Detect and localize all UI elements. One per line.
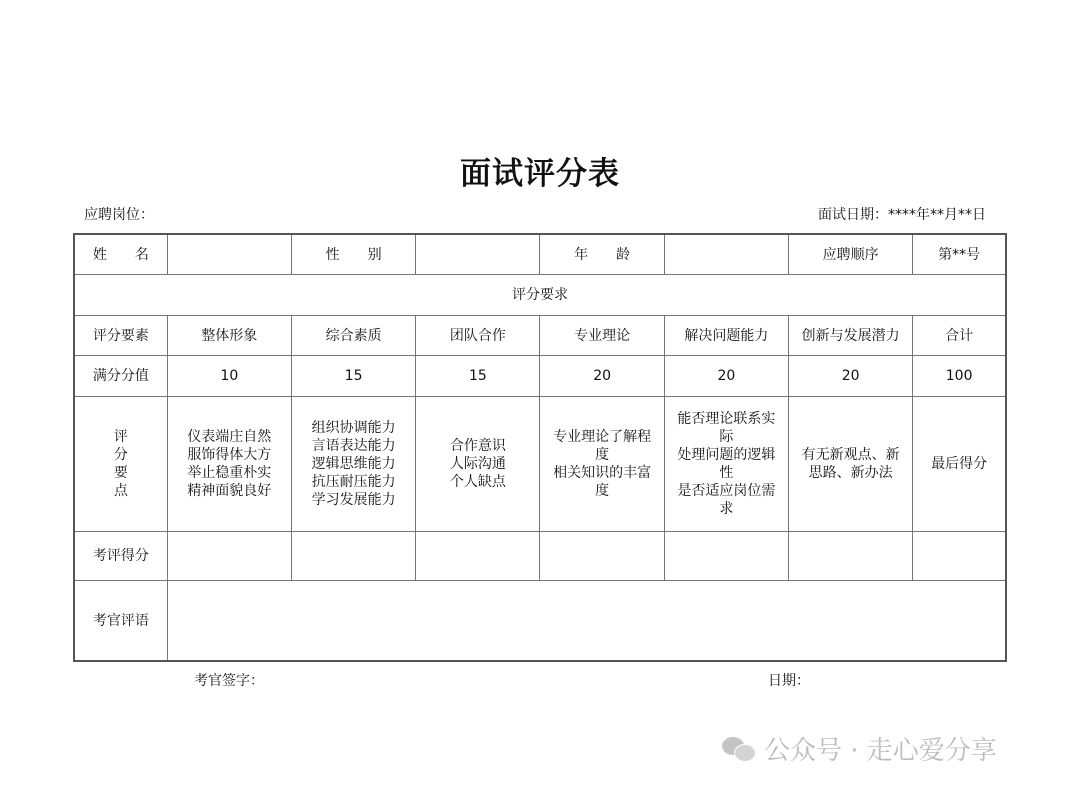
key-point-line: 服饰得体大方 [187,447,272,463]
score-input-cell[interactable] [167,532,291,581]
key-point-line: 举止稳重朴实 [187,465,272,481]
age-label: 年 龄 [540,234,664,275]
key-point-line: 度 [595,447,610,463]
key-point-line: 个人缺点 [449,474,506,490]
key-points-header [74,397,167,532]
full-score-cell: 15 [291,356,415,397]
score-row [74,532,1006,581]
full-score-cell: 10 [167,356,291,397]
candidate-info-row [74,234,1006,275]
key-point-line: 合作意识 [449,438,506,454]
name-label: 姓 名 [74,234,167,275]
sign-date-label: 日期： [768,673,810,689]
section-header: 评分要求 [74,275,1006,316]
score-input-cell[interactable] [416,532,540,581]
factors-row [74,316,1006,356]
key-points-teamwork [416,397,540,532]
factor-cell: 整体形象 [167,316,291,356]
key-points-quality [291,397,415,532]
score-input-cell[interactable] [789,532,913,581]
key-point-line: 能否理论联系实 [677,411,776,427]
full-score-cell: 20 [789,356,913,397]
name-field[interactable] [167,234,291,275]
page-title: 面试评分表 [460,156,620,192]
key-point-line: 最后得分 [931,456,988,472]
watermark [722,730,997,767]
factor-cell: 解决问题能力 [664,316,788,356]
key-points-problem-solving [664,397,788,532]
key-point-line: 是否适应岗位需 [677,483,776,499]
score-input-cell[interactable] [664,532,788,581]
key-point-line: 际 [719,429,734,445]
full-score-cell: 20 [664,356,788,397]
order-value: 第**号 [913,234,1006,275]
score-input-cell[interactable] [291,532,415,581]
key-points-header-char: 分 [113,447,128,463]
comment-row [74,581,1006,662]
full-score-cell: 100 [913,356,1006,397]
key-point-line: 度 [595,483,610,499]
key-points-innovation [789,397,913,532]
gender-field[interactable] [416,234,540,275]
key-point-line: 专业理论了解程 [553,429,652,445]
factor-cell: 合计 [913,316,1006,356]
key-point-line: 组织协调能力 [311,420,396,436]
factor-cell: 专业理论 [540,316,664,356]
key-points-total [913,397,1006,532]
key-point-line: 学习发展能力 [311,492,396,508]
wechat-icon [722,735,756,763]
key-point-line: 精神面貌良好 [187,483,272,499]
factor-cell: 团队合作 [416,316,540,356]
key-points-header-char: 评 [113,429,128,445]
score-input-cell[interactable] [540,532,664,581]
key-point-line: 人际沟通 [449,456,506,472]
score-input-cell[interactable] [913,532,1006,581]
full-score-cell: 15 [416,356,540,397]
interview-date-label: 面试日期：****年**月**日 [818,207,986,223]
key-points-row [74,397,1006,532]
comment-input-cell[interactable] [167,581,1006,662]
position-label: 应聘岗位： [84,207,154,223]
section-header-row [74,275,1006,316]
full-score-row [74,356,1006,397]
key-point-line: 逻辑思维能力 [311,456,396,472]
key-points-header-char: 点 [113,483,128,499]
key-points-appearance [167,397,291,532]
key-point-line: 有无新观点、新 [801,447,900,463]
order-label: 应聘顺序 [789,234,913,275]
key-point-line: 处理问题的逻辑 [677,447,776,463]
key-point-line: 思路、新办法 [808,465,893,481]
factors-header: 评分要素 [74,316,167,356]
factor-cell: 创新与发展潜力 [789,316,913,356]
key-point-line: 相关知识的丰富 [553,465,652,481]
key-point-line: 求 [719,501,734,517]
watermark-text: 公众号 · 走心爱分享 [764,736,997,766]
interview-score-table [73,233,1007,662]
key-point-line: 言语表达能力 [311,438,396,454]
examiner-signature-label: 考官签字： [194,673,264,689]
score-row-label: 考评得分 [74,532,167,581]
key-point-line: 性 [719,465,734,481]
key-point-line: 仪表端庄自然 [187,429,272,445]
age-field[interactable] [664,234,788,275]
comment-row-label: 考官评语 [74,581,167,662]
key-points-theory [540,397,664,532]
factor-cell: 综合素质 [291,316,415,356]
key-points-header-char: 要 [113,465,128,481]
key-point-line: 抗压耐压能力 [311,474,396,490]
full-score-cell: 20 [540,356,664,397]
gender-label: 性 别 [291,234,415,275]
full-score-header: 满分分值 [74,356,167,397]
